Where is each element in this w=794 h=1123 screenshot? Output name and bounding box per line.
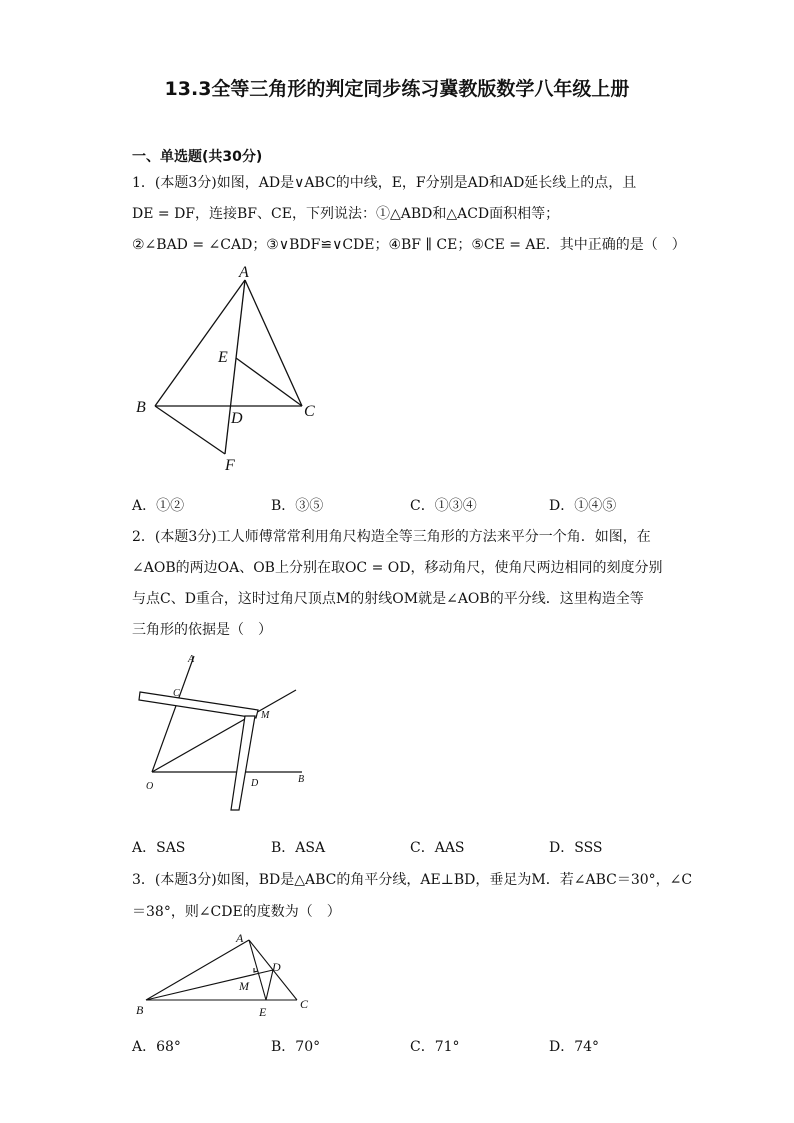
label-d: D: [272, 960, 281, 974]
label-b: B: [136, 399, 146, 416]
label-e: E: [259, 1005, 267, 1019]
page-title: 13.3全等三角形的判定同步练习冀教版数学八年级上册: [164, 78, 630, 100]
segment-af: [225, 280, 245, 454]
label-c: C: [173, 688, 180, 699]
q1-figure: [130, 266, 330, 476]
label-d: D: [251, 778, 259, 789]
set-square-arm-2: [231, 716, 255, 810]
q2-line-1: 2．(本题3分)工人师傅常常利用角尺构造全等三角形的方法来平分一个角．如图，在: [132, 529, 651, 545]
q1-line-1: 1．(本题3分)如图，AD是∨ABC的中线，E，F分别是AD和AD延长线上的点，且: [132, 175, 637, 191]
label-c: C: [304, 403, 315, 420]
label-m: M: [261, 710, 270, 721]
q1-line-3: ②∠BAD = ∠CAD；③∨BDF≌∨CDE；④BF ∥ CE；⑤CE = AE．其中正确的是（ ）: [132, 237, 686, 253]
q3-option-a[interactable]: A．68°: [132, 1039, 181, 1055]
label-o: O: [146, 781, 154, 792]
q3-option-d[interactable]: D．74°: [549, 1039, 600, 1055]
label-c: C: [300, 997, 309, 1011]
ray-oa: [152, 656, 194, 772]
label-m: M: [239, 979, 249, 993]
segment-bf: [155, 406, 225, 454]
section-heading: 一、单选题(共30分): [132, 149, 263, 165]
q1-option-c[interactable]: C．①③④: [410, 498, 477, 514]
q2-option-b[interactable]: B．ASA: [271, 840, 326, 856]
q1-line-2: DE = DF，连接BF、CE，下列说法：①△ABD和△ACD面积相等；: [132, 206, 560, 222]
segment-ce: [236, 358, 302, 406]
segment-ab: [155, 280, 245, 406]
label-a: A: [239, 266, 249, 281]
q3-line-1: 3．(本题3分)如图，BD是△ABC的角平分线，AE⊥BD，垂足为M．若∠ABC＝30°，∠C: [132, 872, 693, 888]
set-square-arm-1: [139, 692, 258, 718]
q1-option-d[interactable]: D．①④⑤: [549, 498, 617, 514]
q2-option-a[interactable]: A．SAS: [132, 840, 186, 856]
label-a: A: [236, 931, 244, 945]
label-b: B: [136, 1003, 144, 1017]
q2-option-d[interactable]: D．SSS: [549, 840, 603, 856]
q3-option-c[interactable]: C．71°: [410, 1039, 460, 1055]
label-a: A: [188, 654, 195, 665]
segment-ae: [249, 940, 266, 1000]
label-d: D: [231, 410, 243, 427]
q1-option-b[interactable]: B．③⑤: [271, 498, 324, 514]
q2-option-c[interactable]: C．AAS: [410, 840, 465, 856]
q2-figure: [130, 650, 330, 820]
q2-line-2: ∠AOB的两边OA、OB上分别在取OC = OD，移动角尺，使角尺两边相同的刻度分别: [132, 560, 663, 576]
segment-ab: [146, 940, 249, 1000]
q2-line-4: 三角形的依据是（ ）: [132, 622, 272, 638]
label-f: F: [225, 457, 235, 474]
label-b: B: [298, 774, 305, 785]
label-e: E: [218, 349, 228, 366]
q2-line-3: 与点C、D重合，这时过角尺顶点M的射线OM就是∠AOB的平分线．这里构造全等: [132, 591, 644, 607]
q3-option-b[interactable]: B．70°: [271, 1039, 321, 1055]
segment-de: [266, 970, 273, 1000]
segment-bd: [146, 970, 273, 1000]
q3-figure: [130, 928, 330, 1023]
q1-option-a[interactable]: A．①②: [132, 498, 185, 514]
segment-ac: [245, 280, 302, 406]
q3-line-2: ＝38°，则∠CDE的度数为（ ）: [132, 904, 341, 920]
